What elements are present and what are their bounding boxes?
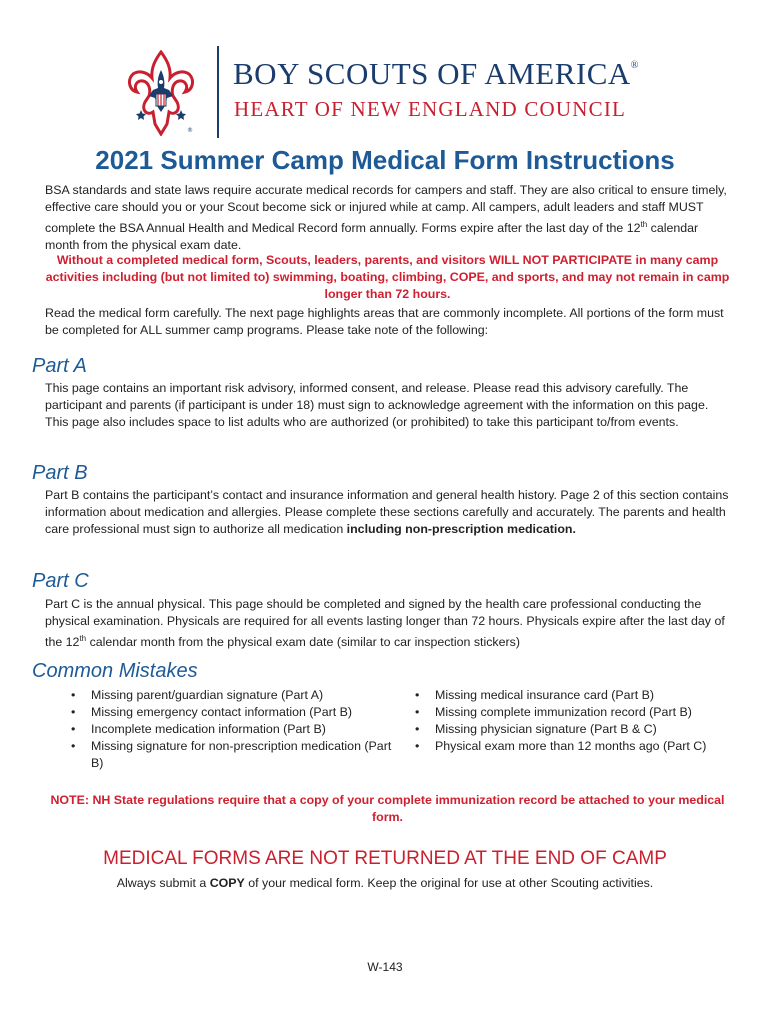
part-b-emphasis: including non-prescription medication. xyxy=(346,522,576,536)
intro-paragraph: BSA standards and state laws require accurate medical records for campers and staff. They are also critical to ensure timely, effective care should you or your Scout become sick or injured while at camp. All campers, adult leaders and staff MUST complete the BSA Annual Health and Medical Record form annually. Forms expire after the last day of the 12th calendar month from the physical exam date. xyxy=(45,183,727,253)
common-mistakes-heading: Common Mistakes xyxy=(32,660,198,682)
header-divider xyxy=(217,46,219,138)
nh-regulation-note: NOTE: NH State regulations require that a copy of your complete immunization record be attached to your medical form. xyxy=(50,793,725,824)
copy-emphasis: COPY xyxy=(209,876,245,890)
list-item: • Missing complete immunization record (Part B) xyxy=(410,704,740,721)
registered-mark: ® xyxy=(630,60,639,71)
list-item: • Missing medical insurance card (Part B) xyxy=(410,687,740,704)
part-c-body: Part C is the annual physical. This page should be completed and signed by the health care professional conducting the physical examination. Physicals are required for all events lasting longer than 72 hours. Physicals expire after the last day of the 12th calendar month from the physical exam date (similar to car inspection stickers) xyxy=(45,597,725,650)
part-b-heading: Part B xyxy=(32,462,88,484)
forms-not-returned-heading: MEDICAL FORMS ARE NOT RETURNED AT THE END OF CAMP xyxy=(103,848,667,869)
page-title: 2021 Summer Camp Medical Form Instructions xyxy=(95,145,675,175)
form-number: W-143 xyxy=(367,960,403,974)
participation-warning: Without a completed medical form, Scouts, leaders, parents, and visitors WILL NOT PARTICIPATE in many camp activities including (but not limited to) swimming, boating, climbing, COPE, and sports, and may not remain in camp longer than 72 hours. xyxy=(45,253,730,301)
svg-text:®: ® xyxy=(187,127,193,134)
submit-copy-note: Always submit a COPY of your medical form. Keep the original for use at other Scouting activities. xyxy=(116,876,654,890)
council-name: HEART OF NEW ENGLAND COUNCIL xyxy=(234,97,627,121)
list-item: • Missing physician signature (Part B & C) xyxy=(410,721,740,738)
list-item: • Missing signature for non-prescription medication (Part B) xyxy=(66,738,396,772)
read-note-paragraph: Read the medical form carefully. The next page highlights areas that are commonly incomplete. All portions of the form must be completed for ALL summer camp programs. Please take note of the following: xyxy=(45,306,724,337)
org-name: BOY SCOUTS OF AMERICA® xyxy=(233,56,639,91)
bsa-fleur-de-lis-icon xyxy=(125,50,197,136)
mistakes-list-right xyxy=(410,687,740,755)
mistakes-list-left xyxy=(66,687,396,772)
list-item: • Incomplete medication information (Part B) xyxy=(66,721,396,738)
part-a-body: This page contains an important risk advisory, informed consent, and release. Please read this advisory carefully. The participant and parents (if participant is under 18) must sign to acknowledge agreement with the information on this page. This page also includes space to list adults who are authorized (or prohibited) to take this participant to/from events. xyxy=(45,381,709,429)
list-item: • Missing parent/guardian signature (Part A) xyxy=(66,687,396,704)
list-item: • Missing emergency contact information (Part B) xyxy=(66,704,396,721)
part-b-body: Part B contains the participant’s contact and insurance information and general health history. Page 2 of this section contains information about medication and allergies. Please complete these sections carefully and accurately. The parents and health care professional must sign to authorize all medication including non-prescription medication. xyxy=(45,488,729,536)
part-c-heading: Part C xyxy=(32,570,89,592)
part-a-heading: Part A xyxy=(32,355,87,377)
list-item: • Physical exam more than 12 months ago (Part C) xyxy=(410,738,740,755)
